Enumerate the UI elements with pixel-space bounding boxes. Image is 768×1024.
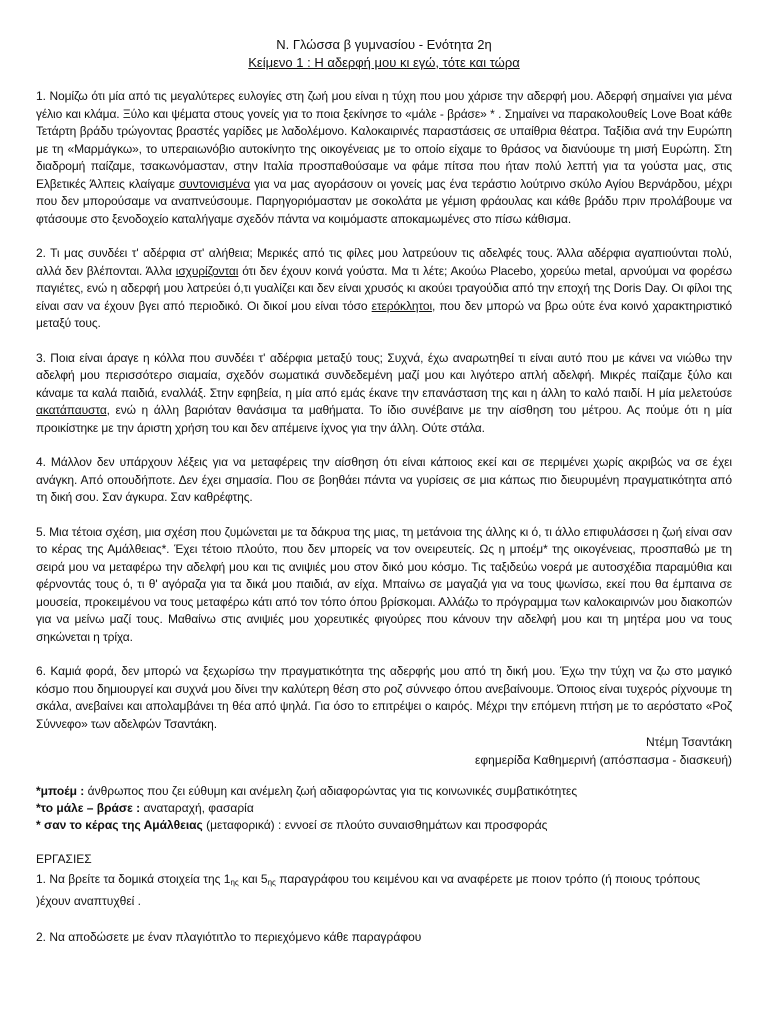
glossary-item [36,783,732,800]
paragraph-text: , ενώ η άλλη βαριόταν θανάσιμα τα μαθήματα. Το ίδιο συνέβαινε με την αίσθηση του μέτρου. Ας πούμε ότι η μία προικίστηκε με την άριστη χρήση του και δεν απέμεινε ίχνος για την άλλη. Ούτε στάλα. [36,403,732,435]
article-body [36,88,732,733]
ordinal-suffix: ης [267,878,276,887]
glossary-item [36,817,732,834]
exercise-text: και 5 [242,872,268,886]
paragraph-6: 6. Καμιά φορά, δεν μπορώ να ξεχωρίσω την πραγματικότητα της αδερφής μου από τη δική μου. Έχω την τύχη να ζω στο μαγικό κόσμο που δημιουργεί και συχνά μου δίνει την καλύτερη θέση στο ροζ σύννεφο όπου ανεβαίνουμε. Όποιος είναι τυχερός ρίχνουμε τη σκάλα, ανεβαίνει και απολαμβάνει τη θέα από ψηλά. Για όσο το επιτρέψει ο καιρός. Μέχρι την επόμενη πτήση με το αερόστατο «Ροζ Σύννεφο» των αδελφών Τσαντάκη. [36,664,732,731]
paragraph-3 [36,350,732,438]
glossary-definition: αναταραχή, φασαρία [143,801,254,815]
exercise-item [36,870,732,910]
glossary-definition: άνθρωπος που ζει εύθυμη και ανέμελη ζωή αδιαφορώντας για τις κοινωνικές συμβατικότητες [87,784,578,798]
document-header [36,36,732,72]
paragraph-5: 5. Μια τέτοια σχέση, μια σχέση που ζυμώνεται με τα δάκρυα της μιας, τη μετάνοια της άλλης κι ό, τι άλλο επιφυλάσσει η ζωή είναι σαν το κέρας της Αμάλθειας*. Έχει τέτοιο πλούτο, που δεν μπορείς να τον ονειρευτείς. Ως η μποέμ* της οικογένειας, προσπαθώ με τη σειρά μου να μεταφέρω την αδελφή μου και τις ανιψιές μου στον δικό μου κόσμο. Τις ταξιδεύω νοερά με αυτοσχέδια παραμύθια και φέρνοντάς τους ό, τι θ' αγόραζα για τα δικά μου παιδιά, αν είχα. Μπαίνω σε μαγαζιά για να τους ψωνίσω, εκεί που θα έμπαινα σε μουσεία, προκειμένου να τους μεταφέρω κάτι από τον τόπο όπου βρίσκομαι. Αλλάζω το πρόγραμμα των καλοκαιρινών μου διακοπών για να μείνω μαζί τους. Μαθαίνω στις ανιψιές μου χορευτικές φιγούρες που κάνουν την αδελφή μου και τη μητέρα μου να τους σηκώνεται η τρίχα. [36,524,732,644]
document-subtitle: Κείμενο 1 : Η αδερφή μου κι εγώ, τότε και τώρα [248,55,520,70]
ordinal-suffix: ης [230,878,239,887]
source-note: εφημερίδα Καθημερινή (απόσπασμα - διασκευή) [475,753,732,767]
paragraph-1 [36,88,732,228]
underlined-word: ισχυρίζονται [175,263,239,278]
paragraph-2 [36,245,732,333]
exercise-item: 2. Να αποδώσετε με έναν πλαγιότιτλο το περιεχόμενο κάθε παραγράφου [36,930,422,944]
paragraph-text: 2. Τι μας συνδέει τ' αδέρφια στ' αλήθεια; Μερικές από τις φίλες μου λατρεύουν τις αδελφές τους. Άλλα αδέρφια αγαπιούνται πολύ, αλλά δεν βλέπονται. Άλλα [36,246,732,278]
paragraph-4: 4. Μάλλον δεν υπάρχουν λέξεις για να μεταφέρεις την αίσθηση ότι είναι κάποιος εκεί και σε περιμένει χωρίς ακριβώς να σε έχει ανάγκη. Από οπουδήποτε. Δεν έχει σημασία. Που σε βοηθάει πάντα να γυρίσεις σε μια κάπως πιο διευρυμένη πραγματικότητα από τη δική σου. Σαν άγκυρα. Σαν καθρέφτης. [36,455,732,504]
glossary-term: * σαν το κέρας της Αμάλθειας [36,818,203,832]
underlined-word: συντονισμένα [178,176,251,191]
signature-block [36,733,732,769]
glossary-item [36,800,732,817]
glossary-definition: (μεταφορικά) : εννοεί σε πλούτο συναισθημάτων και προσφοράς [206,818,548,832]
paragraph-text: 3. Ποια είναι άραγε η κόλλα που συνδέει τ' αδέρφια μεταξύ τους; Συχνά, έχω αναρωτηθεί τι είναι αυτό που με κάνει να νιώθω την αδελφή μου περισσότερο σιαμαία, σχεδόν σωματικά συνδεδεμένη μαζί μου και λιγότερο απλή αδελφή. Μικρές παίζαμε ξύλο και κάναμε τα καλά παιδιά, εναλλάξ. Στην εφηβεία, η μία από εμάς έκανε την επανάσταση της και η άλλη το καλό παιδί. Η μία μελετούσε [36,350,732,400]
underlined-word: ετερόκλητοι [371,298,433,313]
glossary-term: *το μάλε – βράσε : [36,801,141,815]
paragraph-text: για να μας αγοράσουν οι γονείς μας ένα τεράστιο λούτρινο σκύλο Αγίου Βερνάρδου, μέχρι που δεν μπορούσαμε να αναπνεύσουμε. Παρηγοριόμασταν με σοκολάτα με γέμιση φράουλας και κάθε βράδυ πριν προλάβουμε να φτάσουμε στο ξενοδοχείο καταλήγαμε σχεδόν πάντα να κοιμόμαστε αποκαμωμένες στο πίσω κάθισμα. [36,176,733,226]
underlined-word: ακατάπαυστα [36,403,107,417]
paragraph-text: ότι δεν έχουν κοινά γούστα. Μα τι λέτε; Ακούω Placebo, χορεύω metal, αρνούμαι να φορέσω παγιέτες, ενώ η αδερφή μου λατρεύει ό,τι γυαλίζει και δεν είναι χρυσός κι ακούει τραγούδια από την εποχή της Doris Day. Οι φίλοι της είναι σαν να έχουν βγει από περιοδικό. Οι δικοί μου είναι τόσο [36,263,733,313]
glossary-term: *μποέμ : [36,784,85,798]
author-name: Ντέμη Τσαντάκη [646,735,732,749]
exercises-section [36,850,732,946]
exercises-heading: ΕΡΓΑΣΙΕΣ [36,852,92,866]
exercise-text: παραγράφου του κειμένου και να αναφέρετε με ποιον τρόπο (ή ποιους τρόπους )έχουν αναπτυχθεί . [36,872,701,908]
glossary [36,783,732,834]
paragraph-text: , που δεν μπορώ να βρω ούτε ένα κοινό χαρακτηριστικό μεταξύ τους. [36,298,732,330]
paragraph-text: 1. Νομίζω ότι μία από τις μεγαλύτερες ευλογίες στη ζωή μου είναι η τύχη που μου χάρισε την αδερφή μου. Αδερφή σημαίνει για μένα γέλιο και κλάμα. Ξύλο και ψέματα στους γονείς για το ποια ξεκίνησε το «μάλε - βράσε» * . Σημαίνει να παρακολουθείς Love Boat κάθε Τετάρτη βράδυ τρώγοντας βραστές γαρίδες με λαδολέμονο. Καλοκαιρινές παραστάσεις σε υπαίθρια θέατρα. Ταξίδια ανά την Ευρώπη με τη «Μαρμάγκω», το υπεραιωνόβιο αυτοκίνητο της οικογένειας με το οποίο είχαμε το θράσος να διανύουμε τη μισή Ευρώπη. Στη διαδρομή παίζαμε, τσακωνόμασταν, στην Ιταλία προσπαθούσαμε να φάμε πίτσα που ήταν πολύ λεπτή για τα γούστα μας, στις Ελβετικές Άλπεις κλαίγαμε [36,89,732,191]
exercise-text: 1. Να βρείτε τα δομικά στοιχεία της 1 [36,872,231,886]
document-title: Ν. Γλώσσα β γυμνασίου - Ενότητα 2η [276,37,492,52]
